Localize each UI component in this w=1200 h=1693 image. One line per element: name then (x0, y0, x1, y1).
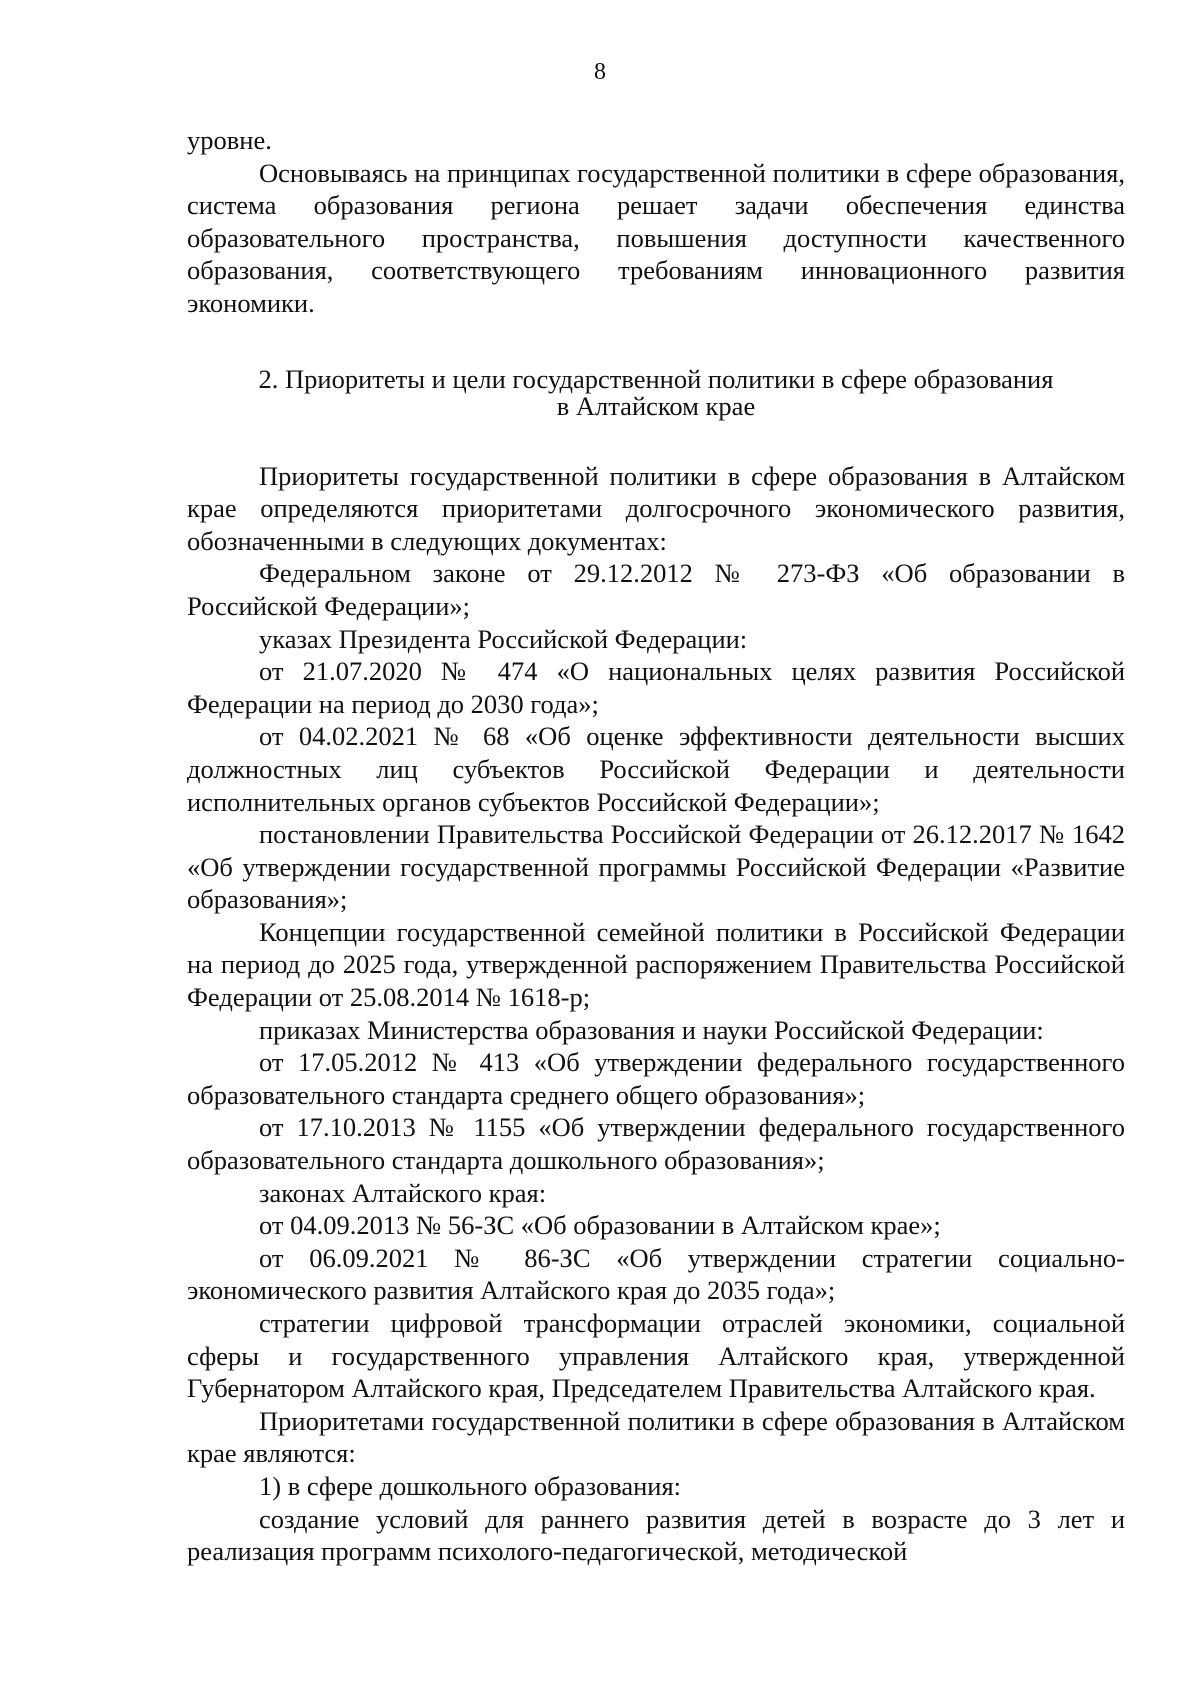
paragraph: законах Алтайского края: (259, 1177, 547, 1208)
paragraph: от 06.09.2021 № 86-ЗС «Об утверждении стратегии социально-экономического развития Алтайского края до 2035 года»; (187, 1242, 1125, 1306)
paragraph: Приоритеты государственной политики в сфере образования в Алтайском крае определяются приоритетами долгосрочного экономического развития, обозначенными в следующих документах: (187, 460, 1125, 556)
paragraph: создание условий для раннего развития детей в возрасте до 3 лет и реализация программ психолого-педагогической, методической (187, 1503, 1125, 1567)
paragraph: Основываясь на принципах государственной политики в сфере образования, система образования региона решает задачи обеспечения единства образовательного пространства, повышения доступности качественного образования, соответствующего требованиям инновационного развития экономики. (187, 157, 1125, 318)
page-number: 8 (594, 59, 606, 85)
paragraph: от 04.02.2021 № 68 «Об оценке эффективности деятельности высших должностных лиц субъектов Российской Федерации и деятельности исполнительных органов субъектов Российской Федерации»; (187, 721, 1125, 817)
section-heading-line: в Алтайском крае (556, 390, 756, 421)
paragraph: стратегии цифровой трансформации отраслей экономики, социальной сферы и государственного управления Алтайского края, утвержденной Губернатором Алтайского края, Председателем Правительства Алтайского края. (187, 1308, 1125, 1404)
paragraph: Приоритетами государственной политики в сфере образования в Алтайском крае являются: (187, 1405, 1125, 1469)
paragraph: приказах Министерства образования и науки Российской Федерации: (259, 1014, 1044, 1045)
paragraph: постановлении Правительства Российской Федерации от 26.12.2017 № 1642 «Об утверждении государственной программы Российской Федерации «Развитие образования»; (187, 819, 1125, 915)
paragraph: Концепции государственной семейной политики в Российской Федерации на период до 2025 года, утвержденной распоряжением Правительства Российской Федерации от 25.08.2014 № 1618-р; (187, 916, 1125, 1013)
section-heading (187, 363, 1125, 421)
paragraph: от 21.07.2020 № 474 «О национальных целях развития Российской Федерации на период до 2030 года»; (187, 656, 1125, 719)
paragraph: уровне. (187, 125, 272, 155)
section-heading-line: 2. Приоритеты и цели государственной политики в сфере образования (258, 363, 1054, 394)
paragraph: Федеральном законе от 29.12.2012 № 273-ФЗ «Об образовании в Российской Федерации»; (187, 558, 1125, 621)
paragraph: от 17.10.2013 № 1155 «Об утверждении федерального государственного образовательного стандарта дошкольного образования»; (187, 1112, 1125, 1176)
paragraph: указах Президента Российской Федерации: (259, 623, 748, 654)
paragraph: от 04.09.2013 № 56-ЗС «Об образовании в Алтайском крае»; (259, 1210, 941, 1241)
document-body (187, 124, 1125, 1568)
paragraph: от 17.05.2012 № 413 «Об утверждении федерального государственного образовательного стандарта среднего общего образования»; (187, 1047, 1125, 1110)
paragraph: 1) в сфере дошкольного образования: (259, 1470, 682, 1501)
